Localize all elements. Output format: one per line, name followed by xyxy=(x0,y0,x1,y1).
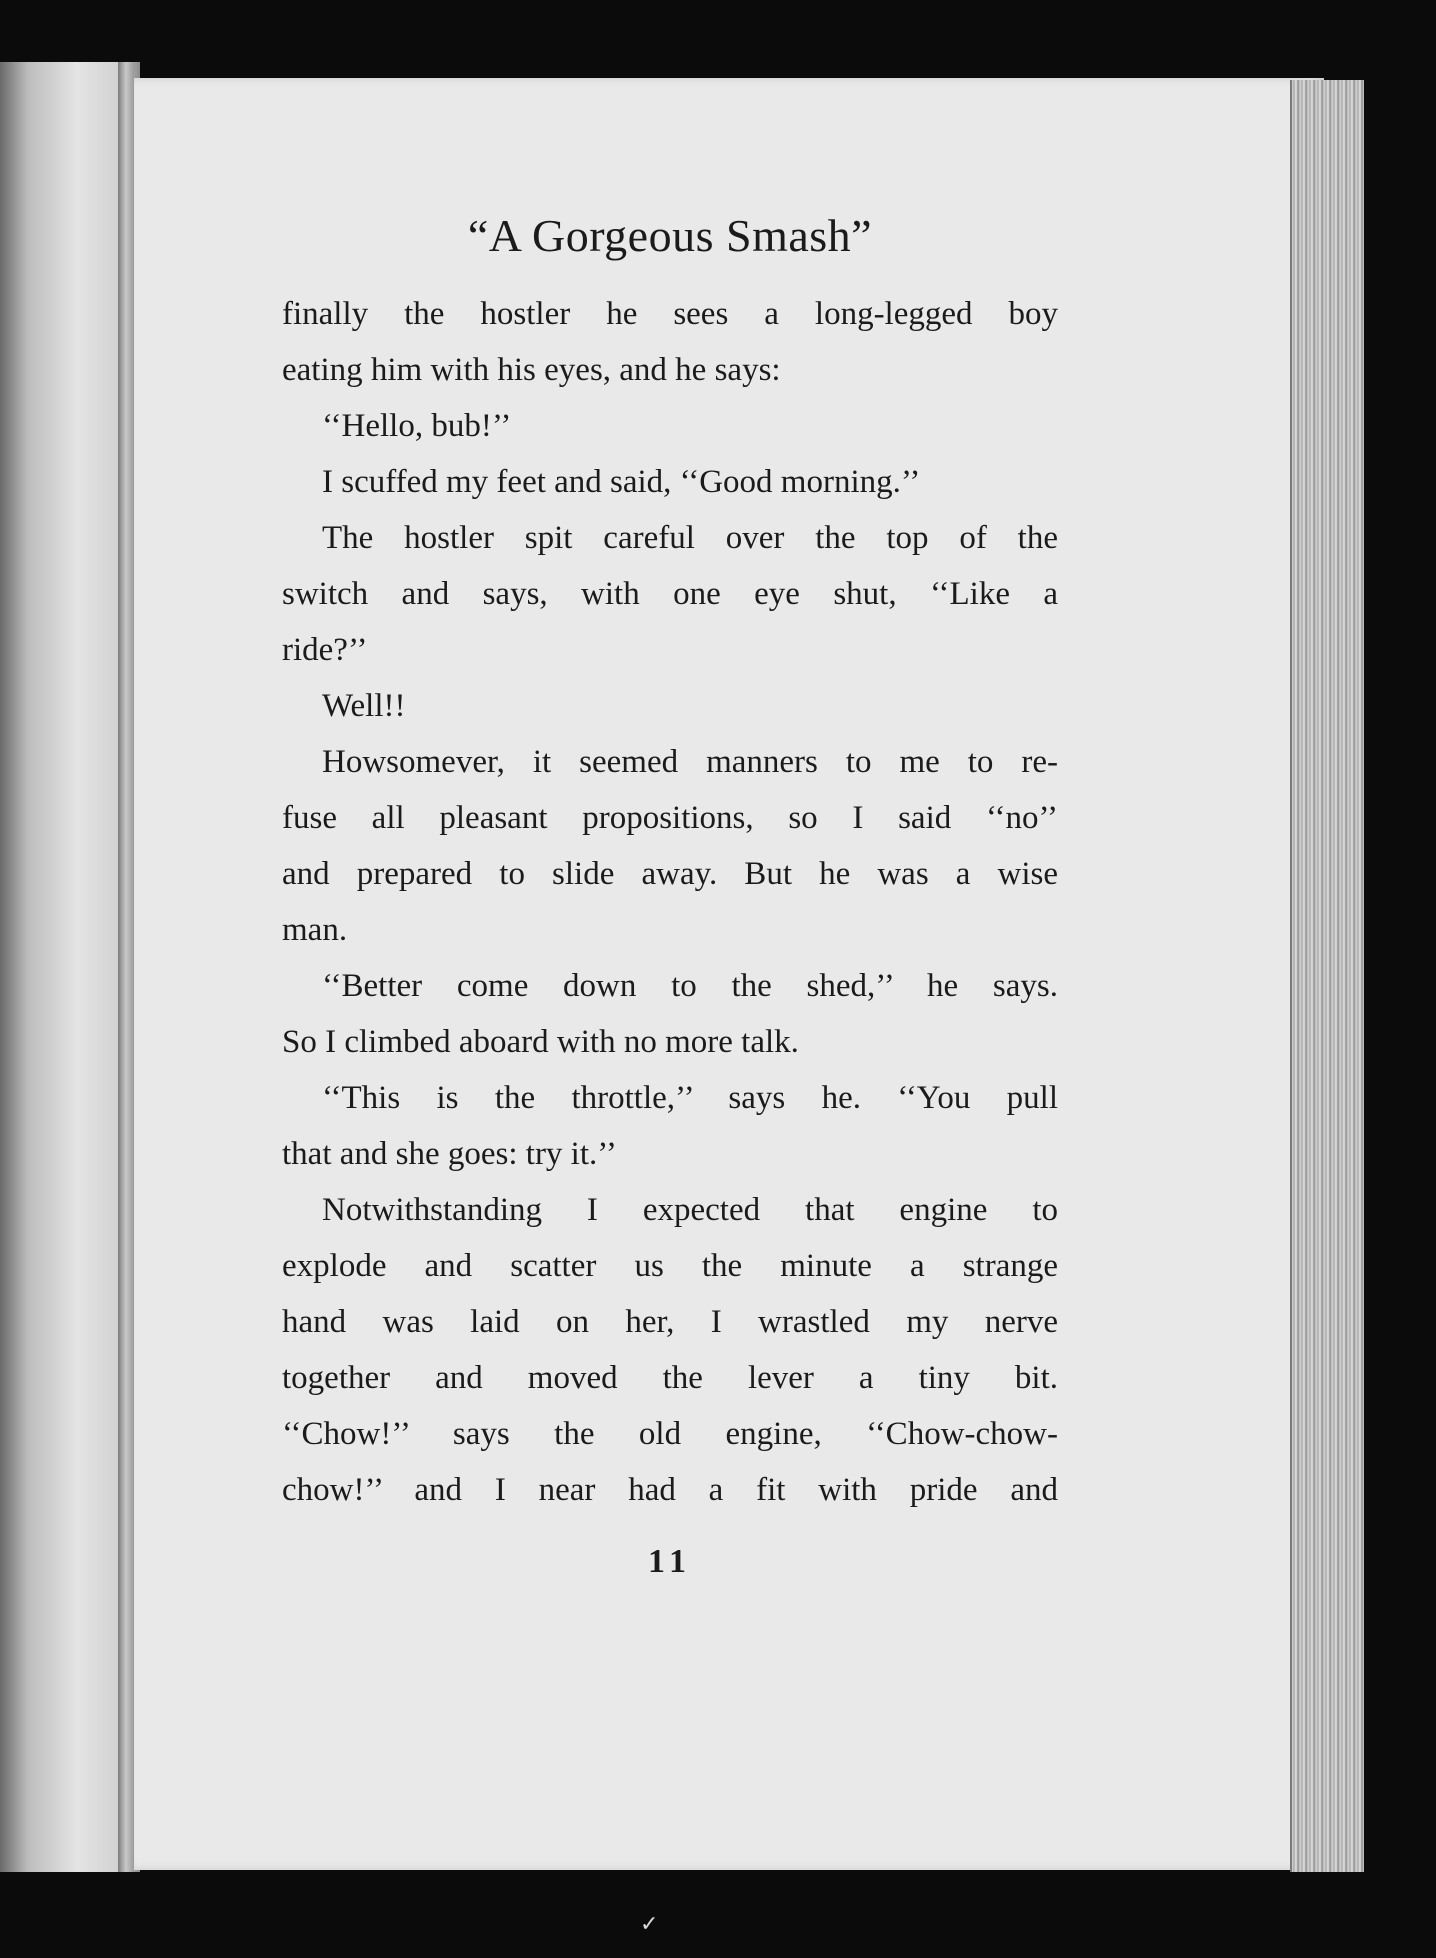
text-line: So I climbed aboard with no more talk. xyxy=(282,1024,799,1060)
scan-background xyxy=(0,1872,1436,1958)
text-line: chow!’’ and I near had a fit with pride and xyxy=(282,1472,1058,1508)
scan-speck: ✓ xyxy=(640,1912,659,1937)
text-line: ‘‘Better come down to the shed,’’ he says. xyxy=(322,968,1058,1004)
page-number: 11 xyxy=(647,1543,693,1580)
text-line: fuse all pleasant propositions, so I said ‘‘no’’ xyxy=(282,800,1058,836)
page-stack-edge xyxy=(1290,80,1364,1880)
text-line: finally the hostler he sees a long-legged boy xyxy=(282,296,1058,332)
text-line: explode and scatter us the minute a strange xyxy=(282,1248,1058,1284)
text-line: hand was laid on her, I wrastled my nerve xyxy=(282,1304,1058,1340)
body-text xyxy=(282,286,1058,1518)
text-line: I scuffed my feet and said, ‘‘Good morning.’’ xyxy=(322,464,921,500)
text-line: The hostler spit careful over the top of the xyxy=(322,520,1058,556)
text-line: Well!! xyxy=(322,688,406,724)
running-head: “A Gorgeous Smash” xyxy=(467,210,873,261)
text-line: man. xyxy=(282,912,348,948)
text-line: and prepared to slide away. But he was a wise xyxy=(282,856,1058,892)
book-gutter xyxy=(118,62,134,1872)
text-line: ‘‘This is the throttle,’’ says he. ‘‘You pull xyxy=(322,1080,1058,1116)
text-line: that and she goes: try it.’’ xyxy=(282,1136,617,1172)
text-line: ‘‘Hello, bub!’’ xyxy=(322,408,512,444)
text-line: ‘‘Chow!’’ says the old engine, ‘‘Chow-chow- xyxy=(282,1416,1058,1452)
text-line: eating him with his eyes, and he says: xyxy=(282,352,781,388)
text-line: together and moved the lever a tiny bit. xyxy=(282,1360,1058,1396)
text-line: ride?’’ xyxy=(282,632,368,668)
text-line: Notwithstanding I expected that engine to xyxy=(322,1192,1058,1228)
page-text-block xyxy=(282,206,1058,1584)
text-line: switch and says, with one eye shut, ‘‘Like a xyxy=(282,576,1058,612)
text-line: Howsomever, it seemed manners to me to re- xyxy=(322,744,1058,780)
